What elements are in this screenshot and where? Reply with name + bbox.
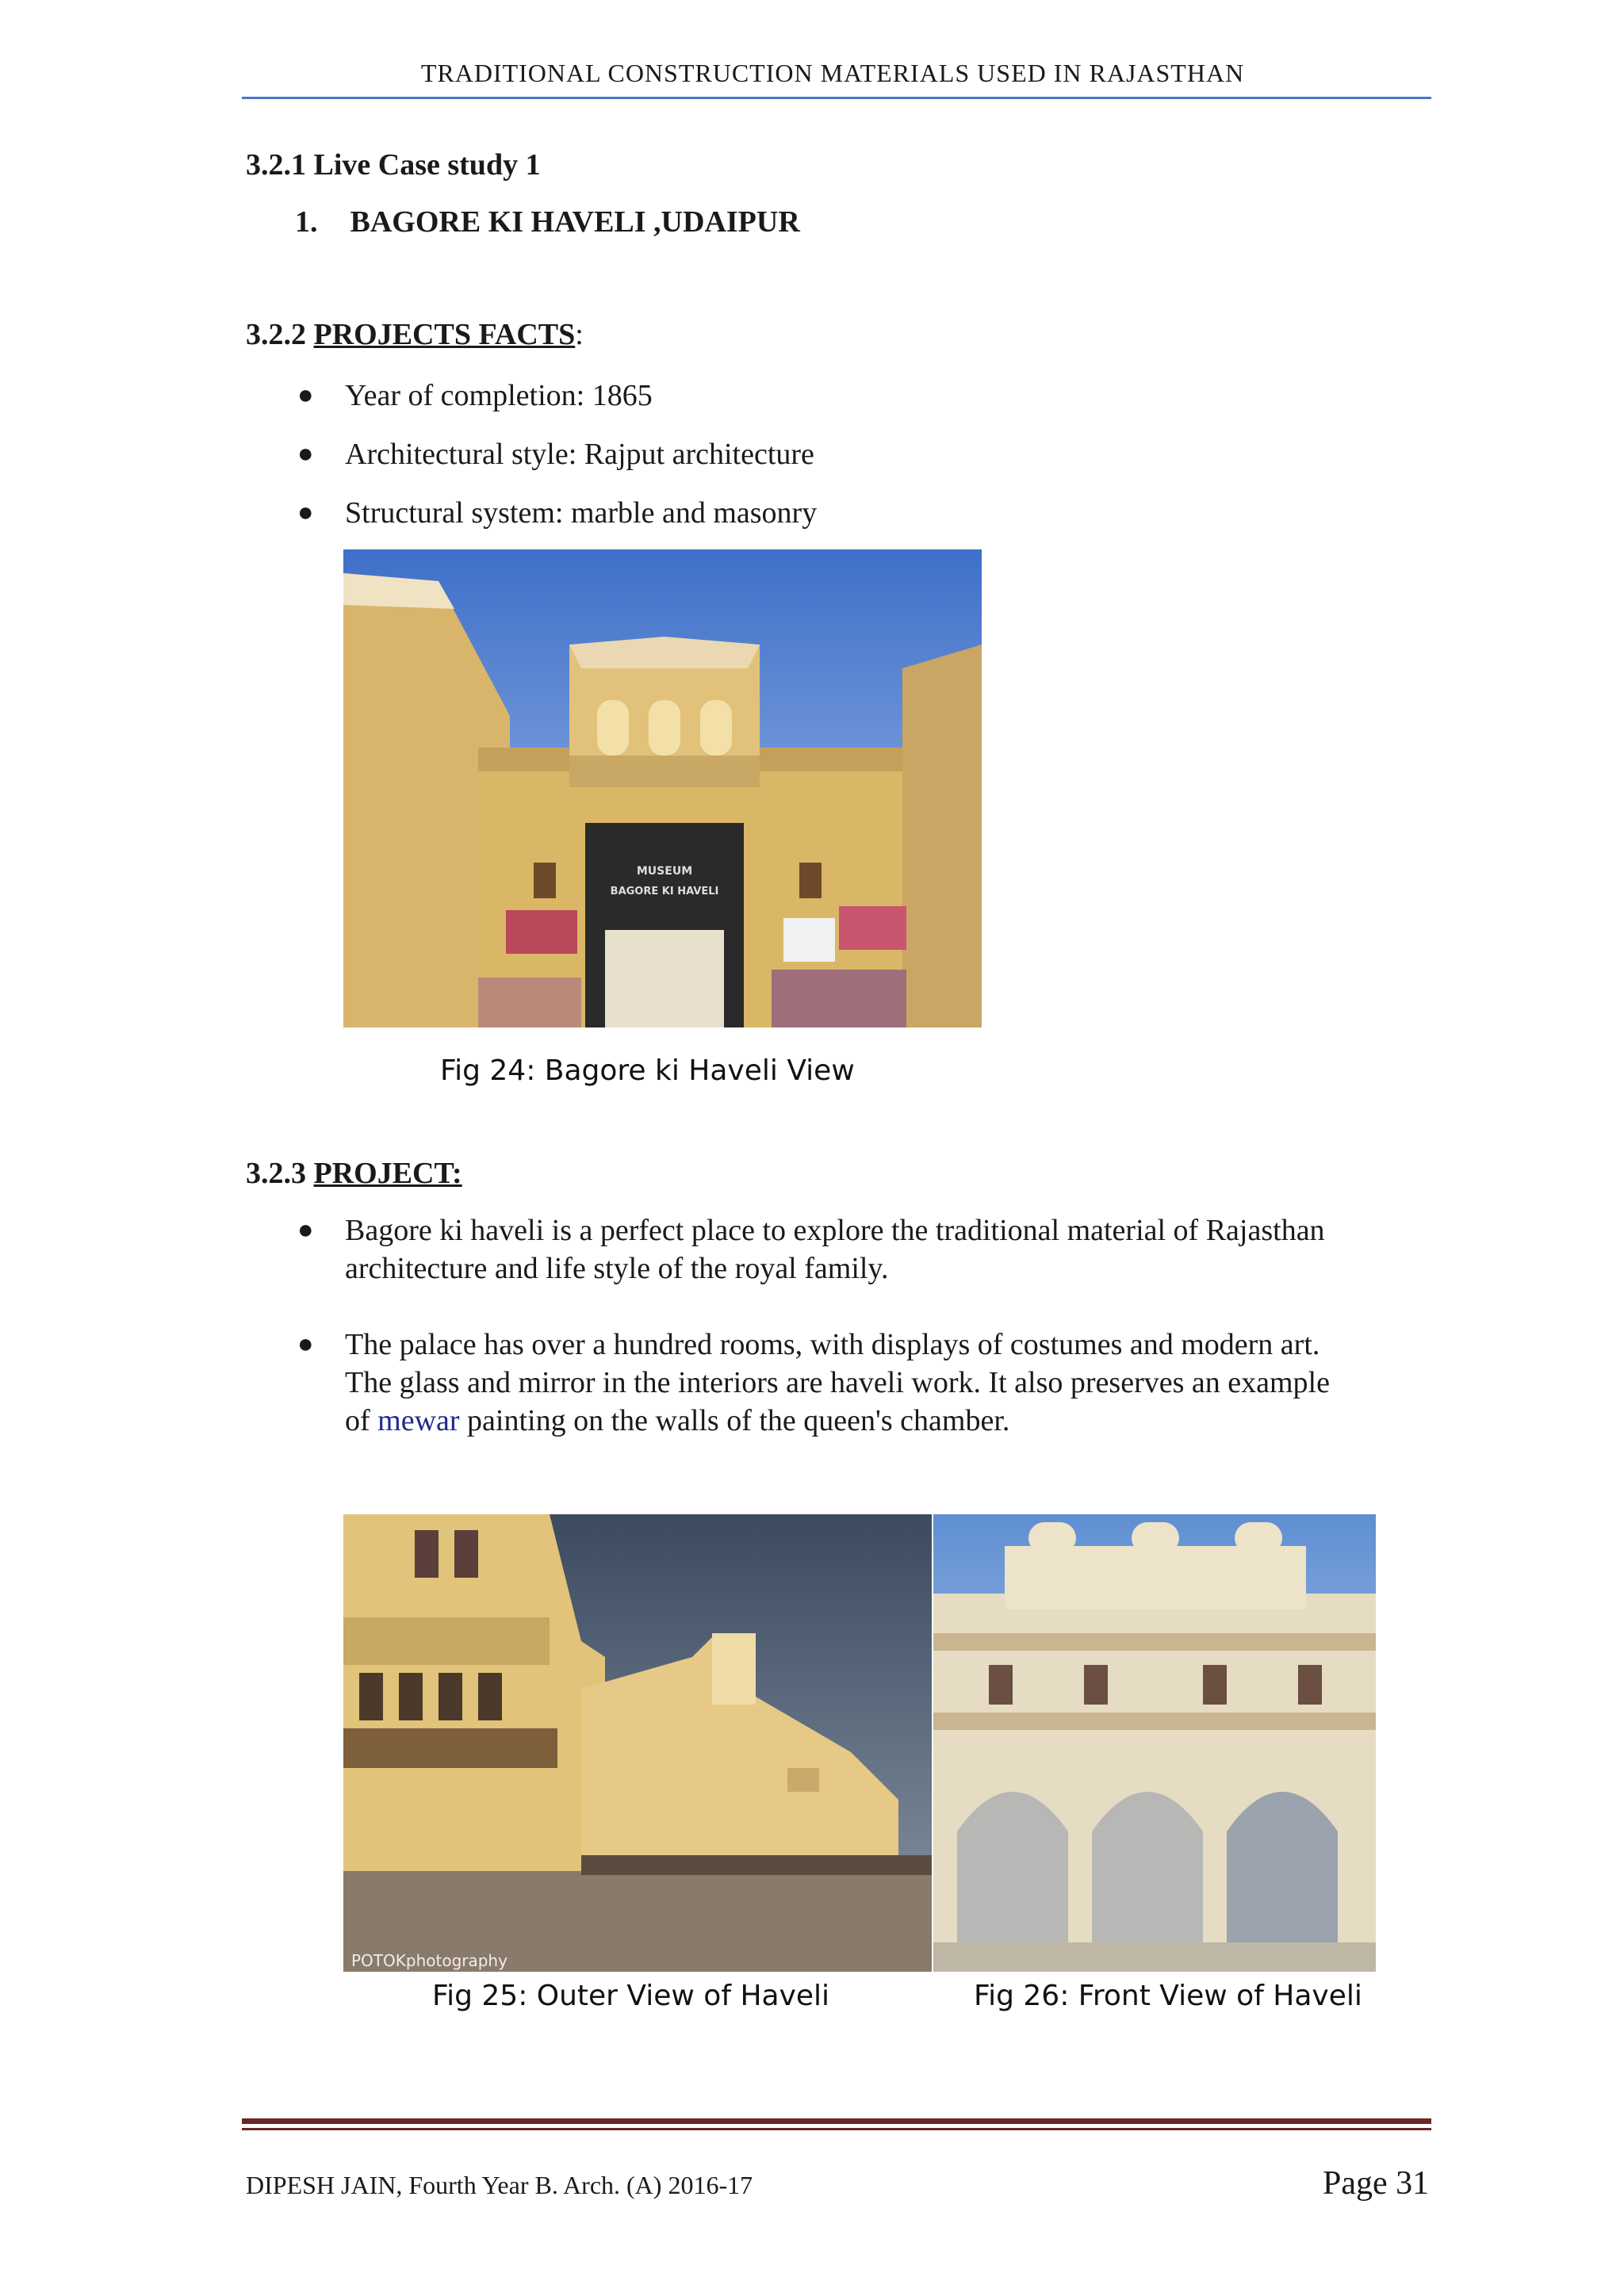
figure-24-caption: Fig 24: Bagore ki Haveli View [440,1054,855,1087]
list-item [297,1326,1471,1440]
bullet-line: The palace has over a hundred rooms, with displays of costumes and modern art. [345,1328,1320,1361]
bullet-line: architecture and life style of the royal family. [345,1252,889,1285]
list-item [297,435,1471,473]
section-heading-live-case: 3.2.1 Live Case study 1 [246,148,541,182]
heading-suffix: : [575,318,584,351]
case-item-title: BAGORE KI HAVELI ,UDAIPUR [350,205,800,239]
bullet-line: of mewar painting on the walls of the queen's chamber. [345,1404,1010,1437]
facts-list [297,377,1471,532]
page-number: Page 31 [1323,2165,1430,2202]
heading-title: PROJECTS FACTS [313,318,576,351]
running-header: TRADITIONAL CONSTRUCTION MATERIALS USED IN RAJASTHAN [420,59,1245,87]
bullet-line: The glass and mirror in the interiors are haveli work. It also preserves an example [345,1366,1330,1399]
header-rule [242,97,1431,99]
case-item [295,205,800,239]
bullet-icon: ● [297,498,314,527]
bullet-icon: ● [297,1330,314,1359]
figure-24-photo [343,549,982,1027]
sign-line-2: BAGORE KI HAVELI [610,886,719,897]
figure-26-photo [933,1514,1376,1972]
list-item [297,494,1471,532]
project-list [297,1211,1471,1440]
case-item-number: 1. [295,205,318,239]
photo-watermark: POTOKphotography [351,1951,508,1970]
bullet-icon: ● [297,1215,314,1245]
mewar-link[interactable]: mewar [377,1404,460,1437]
sign-line-1: MUSEUM [636,865,693,878]
footer-rule-thick [242,2118,1431,2124]
footer-rule-thin [242,2128,1431,2130]
fact-text: Year of completion: 1865 [345,379,653,412]
heading-number: 3.2.3 [246,1157,306,1190]
figure-26-caption: Fig 26: Front View of Haveli [974,1980,1362,2012]
footer-author: DIPESH JAIN, Fourth Year B. Arch. (A) 2016-17 [246,2171,753,2199]
list-item [297,377,1471,415]
section-heading-project-facts [246,317,584,352]
fact-text: Structural system: marble and masonry [345,496,818,530]
heading-title: PROJECT: [313,1157,462,1190]
fact-text: Architectural style: Rajput architecture [345,438,814,471]
heading-number: 3.2.2 [246,318,306,351]
bullet-icon: ● [297,381,314,410]
list-item [297,1211,1471,1288]
bullet-icon: ● [297,439,314,469]
figure-25-caption: Fig 25: Outer View of Haveli [432,1980,830,2012]
figure-25-photo [343,1514,932,1972]
bullet-line: Bagore ki haveli is a perfect place to explore the traditional material of Rajasthan [345,1214,1325,1247]
section-heading-project [246,1156,462,1191]
